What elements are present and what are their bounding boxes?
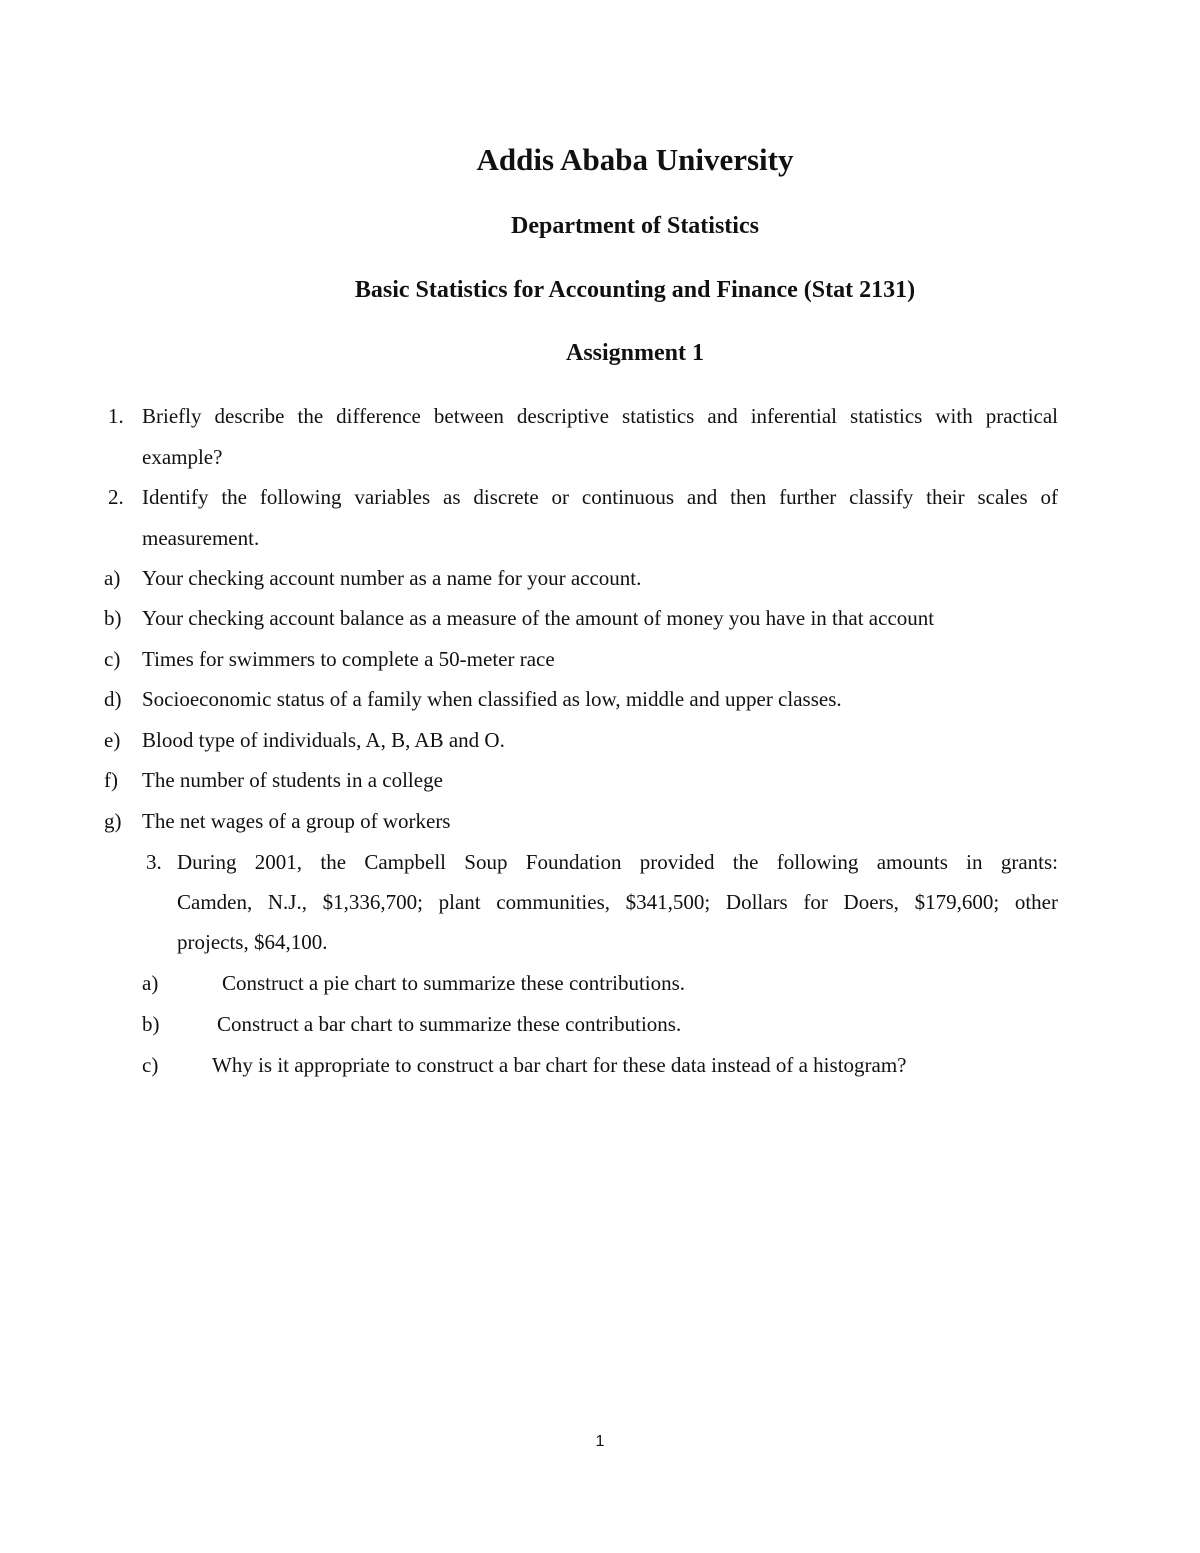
department-title: Department of Statistics — [511, 213, 759, 239]
question-2-item-label: a) — [104, 566, 121, 590]
question-3-line-3: projects, $64,100. — [177, 930, 328, 954]
question-2-item-label: b) — [104, 606, 122, 630]
question-2-item-label: c) — [104, 647, 121, 671]
question-2-item-text: Times for swimmers to complete a 50-meter race — [142, 647, 555, 671]
question-3-line-1: During 2001, the Campbell Soup Foundation provided the following amounts in grants: — [177, 850, 1058, 874]
question-3-item-text: Construct a bar chart to summarize these contributions. — [217, 1012, 682, 1036]
question-3-item-text: Why is it appropriate to construct a bar chart for these data instead of a histogram? — [212, 1053, 907, 1077]
question-3-item-label: a) — [142, 971, 159, 995]
question-1-number: 1. — [108, 404, 124, 428]
question-1-line-2: example? — [142, 445, 223, 469]
university-title: Addis Ababa University — [476, 142, 794, 177]
question-2-line-2: measurement. — [142, 526, 260, 550]
question-2-item-label: g) — [104, 809, 122, 833]
course-title: Basic Statistics for Accounting and Finance (Stat 2131) — [354, 277, 916, 303]
question-2-item-text: Your checking account number as a name for your account. — [142, 566, 642, 590]
assignment-title: Assignment 1 — [565, 340, 704, 366]
question-2-item-label: d) — [104, 687, 122, 711]
question-3-item-label: b) — [142, 1012, 160, 1036]
question-2-item-text: Blood type of individuals, A, B, AB and O. — [142, 728, 505, 752]
question-2-item-label: e) — [104, 728, 121, 752]
question-2-item-text: The net wages of a group of workers — [142, 809, 451, 833]
question-2-number: 2. — [108, 485, 124, 509]
page-number: 1 — [595, 1433, 605, 1450]
question-2-item-text: The number of students in a college — [142, 768, 443, 792]
question-3-item-label: c) — [142, 1053, 159, 1077]
question-3-number: 3. — [146, 850, 162, 874]
question-1-line-1: Briefly describe the difference between descriptive statistics and inferential statistics with practical — [142, 404, 1058, 428]
question-2-item-text: Your checking account balance as a measure of the amount of money you have in that account — [142, 606, 935, 630]
question-2-line-1: Identify the following variables as discrete or continuous and then further classify their scales of — [142, 485, 1058, 509]
question-2-item-label: f) — [104, 768, 118, 792]
question-2-item-text: Socioeconomic status of a family when classified as low, middle and upper classes. — [142, 687, 842, 711]
question-3-line-2: Camden, N.J., $1,336,700; plant communities, $341,500; Dollars for Doers, $179,600; other — [177, 890, 1058, 914]
question-3-item-text: Construct a pie chart to summarize these contributions. — [222, 971, 686, 995]
